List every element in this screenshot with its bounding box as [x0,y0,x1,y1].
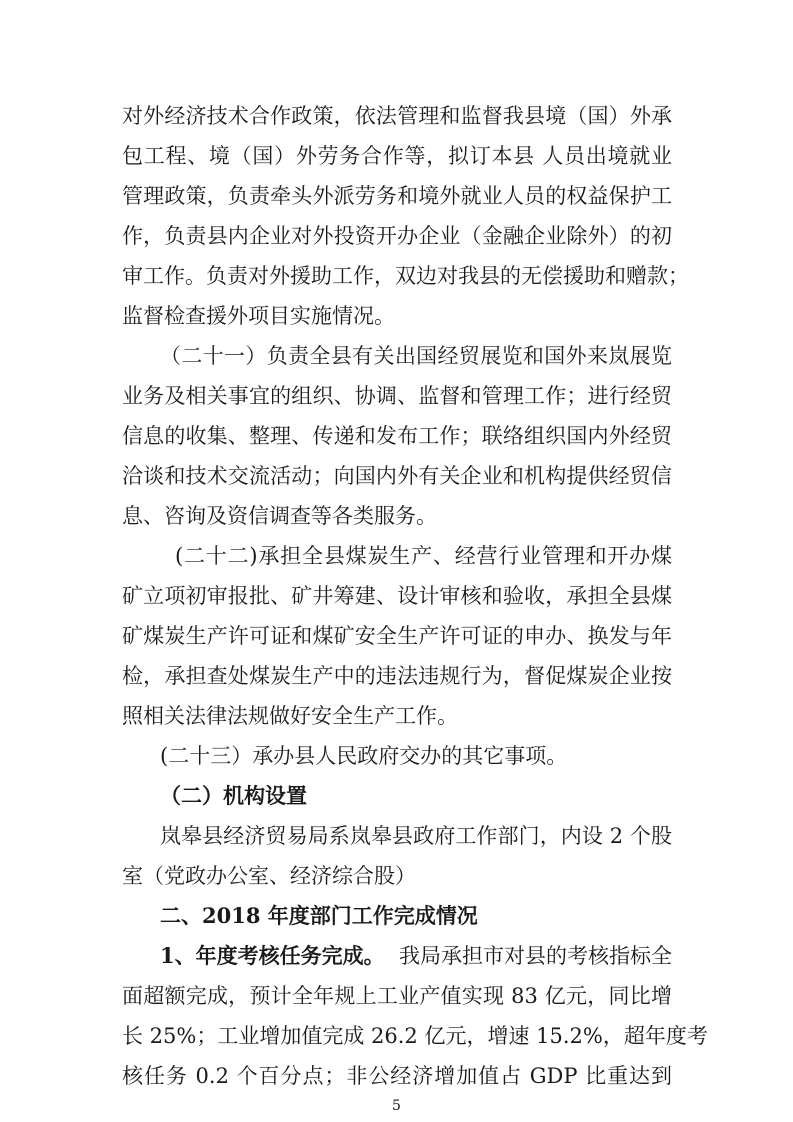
paragraph-21-start: （二十一）负责全县有关出国经贸展览和国外来岚展览 [160,344,672,368]
body-line: 管理政策，负责牵头外派劳务和境外就业人员的权益保护工 [122,184,672,208]
page-number: 5 [392,1098,401,1114]
body-line: 检，承担查处煤炭生产中的违法违规行为，督促煤炭企业按 [122,664,672,688]
task-heading: 1、年度考核任务完成。 [160,943,385,968]
section-heading-org: （二）机构设置 [160,783,307,808]
body-line: 信息的收集、整理、传递和发布工作；联络组织国内外经贸 [122,424,672,448]
body-line: 室（党政办公室、经济综合股） [122,864,416,888]
task-paragraph-start [160,936,672,976]
paragraph-23: (二十三）承办县人民政府交办的其它事项。 [160,744,568,768]
body-line: 矿立项初审报批、矿井筹建、设计审核和验收，承担全县煤 [122,584,672,608]
body-line: 面超额完成，预计全年规上工业产值实现 83 亿元，同比增 [122,984,672,1008]
task-text: 我局承担市对县的考核指标全 [399,944,672,968]
org-paragraph-start: 岚皋县经济贸易局系岚皋县政府工作部门，内设 2 个股 [160,824,672,848]
paragraph-22-start: (二十二)承担全县煤炭生产、经营行业管理和开办煤 [175,544,672,568]
body-line: 长 25%；工业增加值完成 26.2 亿元，增速 15.2%，超年度考 [122,1024,708,1048]
body-line: 息、咨询及资信调查等各类服务。 [122,504,437,528]
body-line: 审工作。负责对外援助工作，双边对我县的无偿援助和赠款； [122,264,689,288]
body-line: 包工程、境（国）外劳务合作等，拟订本县 人员出境就业 [122,144,672,168]
body-line: 作，负责县内企业对外投资开办企业（金融企业除外）的初 [122,224,672,248]
body-line: 矿煤炭生产许可证和煤矿安全生产许可证的申办、换发与年 [122,624,672,648]
body-line: 对外经济技术合作政策，依法管理和监督我县境（国）外承 [122,104,672,128]
body-line: 洽谈和技术交流活动；向国内外有关企业和机构提供经贸信 [122,464,672,488]
body-line: 照相关法律法规做好安全生产工作。 [122,704,458,728]
body-line: 监督检查援外项目实施情况。 [122,304,395,328]
body-line: 业务及相关事宜的组织、协调、监督和管理工作；进行经贸 [122,384,672,408]
section-heading-2018: 二、2018 年度部门工作完成情况 [160,903,478,928]
body-line: 核任务 0.2 个百分点；非公经济增加值占 GDP 比重达到 [122,1064,672,1088]
